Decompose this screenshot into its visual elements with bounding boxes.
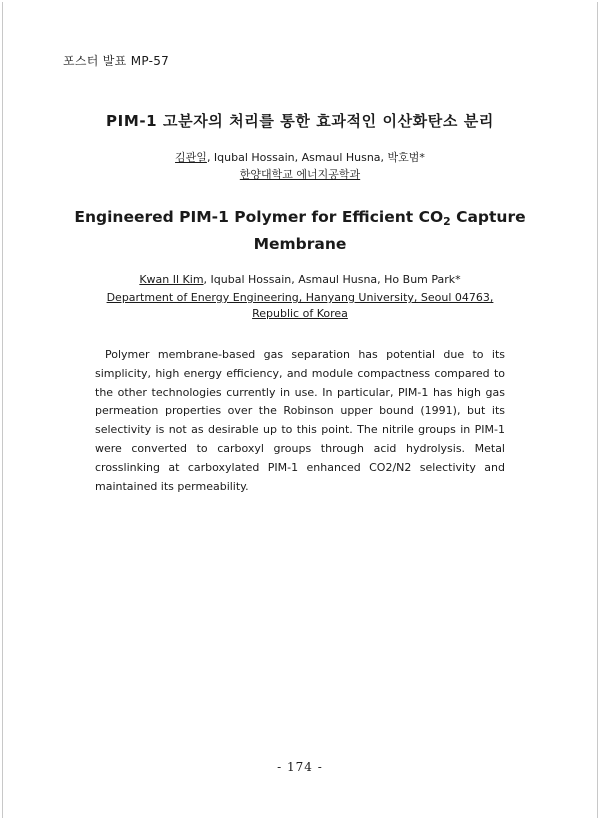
korean-corresponding-author: 박호범* bbox=[387, 151, 425, 164]
english-affiliation-line1: Department of Energy Engineering, Hanyang University, Seoul 04763, bbox=[106, 291, 494, 304]
english-title-line1 bbox=[0, 206, 600, 233]
english-affiliation-line2: Republic of Korea bbox=[252, 307, 348, 320]
korean-affiliation-text: 한양대학교 에너지공학과 bbox=[239, 168, 361, 181]
session-label: 포스터 발표 MP-57 bbox=[63, 54, 170, 68]
english-title bbox=[0, 206, 600, 256]
korean-presenting-author: 김관일 bbox=[175, 151, 207, 164]
english-presenting-author: Kwan Il Kim bbox=[139, 273, 204, 286]
english-title-part1: Engineered PIM-1 Polymer for Efficient CO bbox=[74, 208, 444, 226]
page-number: - 174 - bbox=[277, 760, 323, 774]
korean-affiliation bbox=[0, 167, 600, 183]
korean-authors bbox=[0, 150, 600, 166]
abstract-paragraph: Polymer membrane-based gas separation has potential due to its simplicity, high energy efficiency, and module compactness compared to the other technologies currently in use. In particular, PIM-1 has high gas permeation properties over the Robinson upper bound (1991), but its selectivity is not as desirable up to this point. The nitrile groups in PIM-1 were converted to carboxyl groups through acid hydrolysis. Metal crosslinking at carboxylated PIM-1 enhanced CO2/N2 selectivity and maintained its permeability. bbox=[95, 348, 505, 493]
english-title-line2: Membrane bbox=[253, 235, 347, 253]
english-affiliation bbox=[0, 290, 600, 322]
korean-coauthors: , Iqubal Hossain, Asmaul Husna, bbox=[206, 151, 388, 164]
english-authors bbox=[0, 272, 600, 288]
english-title-part2: Capture bbox=[450, 208, 526, 226]
english-title-subscript: 2 bbox=[443, 215, 451, 228]
korean-title: PIM-1 고분자의 처리를 통한 효과적인 이산화탄소 분리 bbox=[106, 112, 494, 130]
english-coauthors: , Iqubal Hossain, Asmaul Husna, Ho Bum Park* bbox=[203, 273, 461, 286]
